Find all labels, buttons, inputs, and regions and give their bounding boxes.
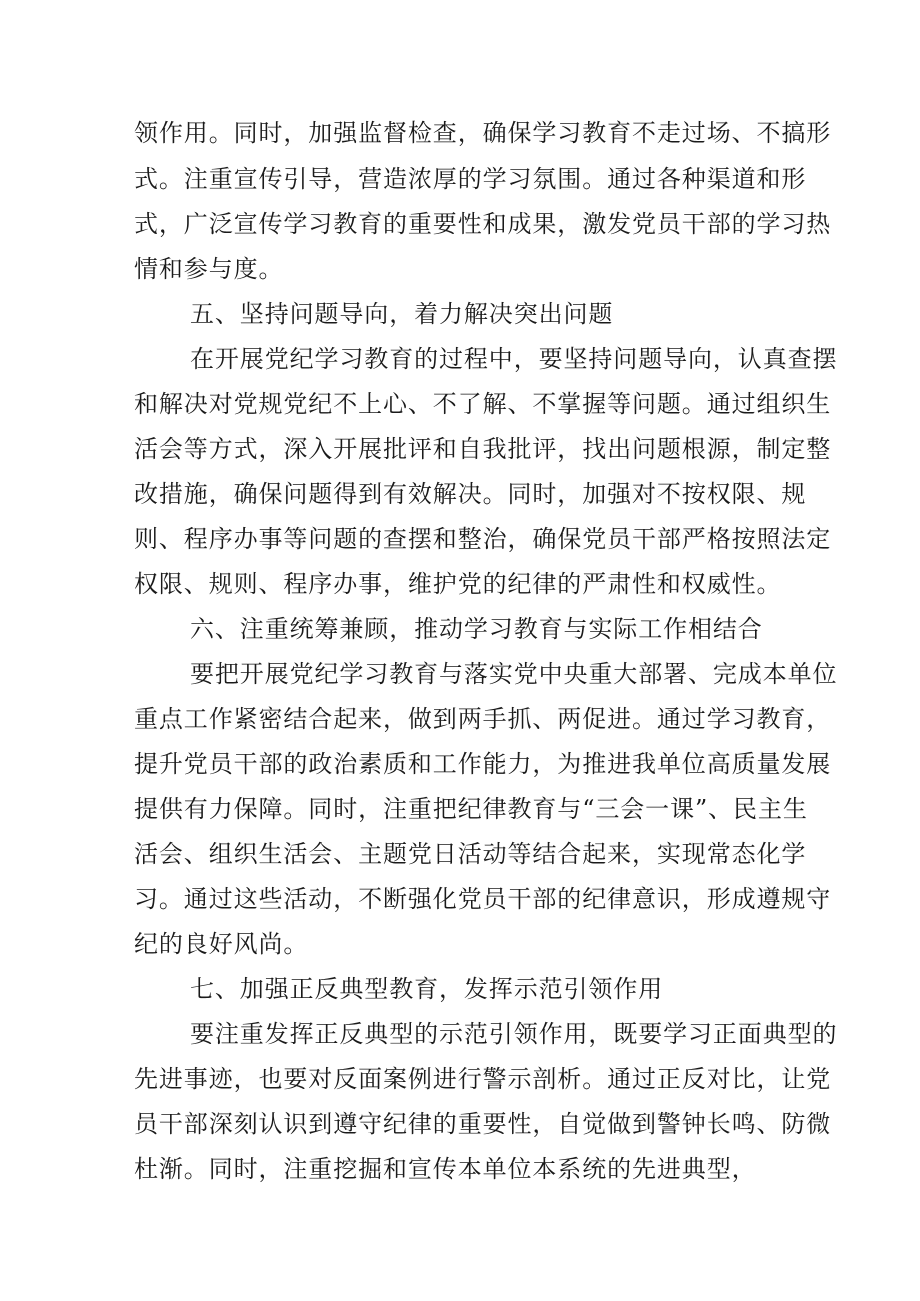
text-line: 和解决对党规党纪不上心、不了解、不掌握等问题。通过组织生 bbox=[134, 390, 832, 418]
text-line: 员干部深刻认识到遵守纪律的重要性，自觉做到警钟长鸣、防微 bbox=[134, 1110, 832, 1138]
text-line: 式。注重宣传引导，营造浓厚的学习氛围。通过各种渠道和形 bbox=[134, 165, 807, 193]
section-heading-6: 六、注重统筹兼顾，推动学习教育与实际工作相结合 bbox=[190, 615, 763, 643]
text-line: 习。通过这些活动，不断强化党员干部的纪律意识，形成遵规守 bbox=[134, 885, 832, 913]
section-heading-7: 七、加强正反典型教育，发挥示范引领作用 bbox=[190, 975, 664, 1003]
text-line: 则、程序办事等问题的查摆和整治，确保党员干部严格按照法定 bbox=[134, 525, 832, 553]
text-line: 提升党员干部的政治素质和工作能力，为推进我单位高质量发展 bbox=[134, 750, 832, 778]
text-line: 提供有力保障。同时，注重把纪律教育与“三会一课”、民主生 bbox=[134, 795, 808, 823]
text-line: 活会、组织生活会、主题党日活动等结合起来，实现常态化学 bbox=[134, 840, 807, 868]
text-line: 杜渐。同时，注重挖掘和宣传本单位本系统的先进典型， bbox=[134, 1155, 757, 1183]
section-heading-5: 五、坚持问题导向，着力解决突出问题 bbox=[190, 300, 614, 328]
text-line: 权限、规则、程序办事，维护党的纪律的严肃性和权威性。 bbox=[134, 570, 782, 598]
text-line: 在开展党纪学习教育的过程中，要坚持问题导向，认真查摆 bbox=[190, 345, 838, 373]
text-line: 式，广泛宣传学习教育的重要性和成果，激发党员干部的学习热 bbox=[134, 210, 832, 238]
text-line: 情和参与度。 bbox=[134, 255, 284, 283]
text-line: 活会等方式，深入开展批评和自我批评，找出问题根源，制定整 bbox=[134, 435, 832, 463]
text-line: 领作用。同时，加强监督检查，确保学习教育不走过场、不搞形 bbox=[134, 119, 832, 147]
text-line: 先进事迹，也要对反面案例进行警示剖析。通过正反对比，让党 bbox=[134, 1065, 832, 1093]
text-line: 纪的良好风尚。 bbox=[134, 930, 309, 958]
text-line: 重点工作紧密结合起来，做到两手抓、两促进。通过学习教育， bbox=[134, 705, 832, 733]
text-line: 要注重发挥正反典型的示范引领作用，既要学习正面典型的 bbox=[190, 1020, 838, 1048]
text-line: 改措施，确保问题得到有效解决。同时，加强对不按权限、规 bbox=[134, 480, 807, 508]
text-line: 要把开展党纪学习教育与落实党中央重大部署、完成本单位 bbox=[190, 660, 838, 688]
